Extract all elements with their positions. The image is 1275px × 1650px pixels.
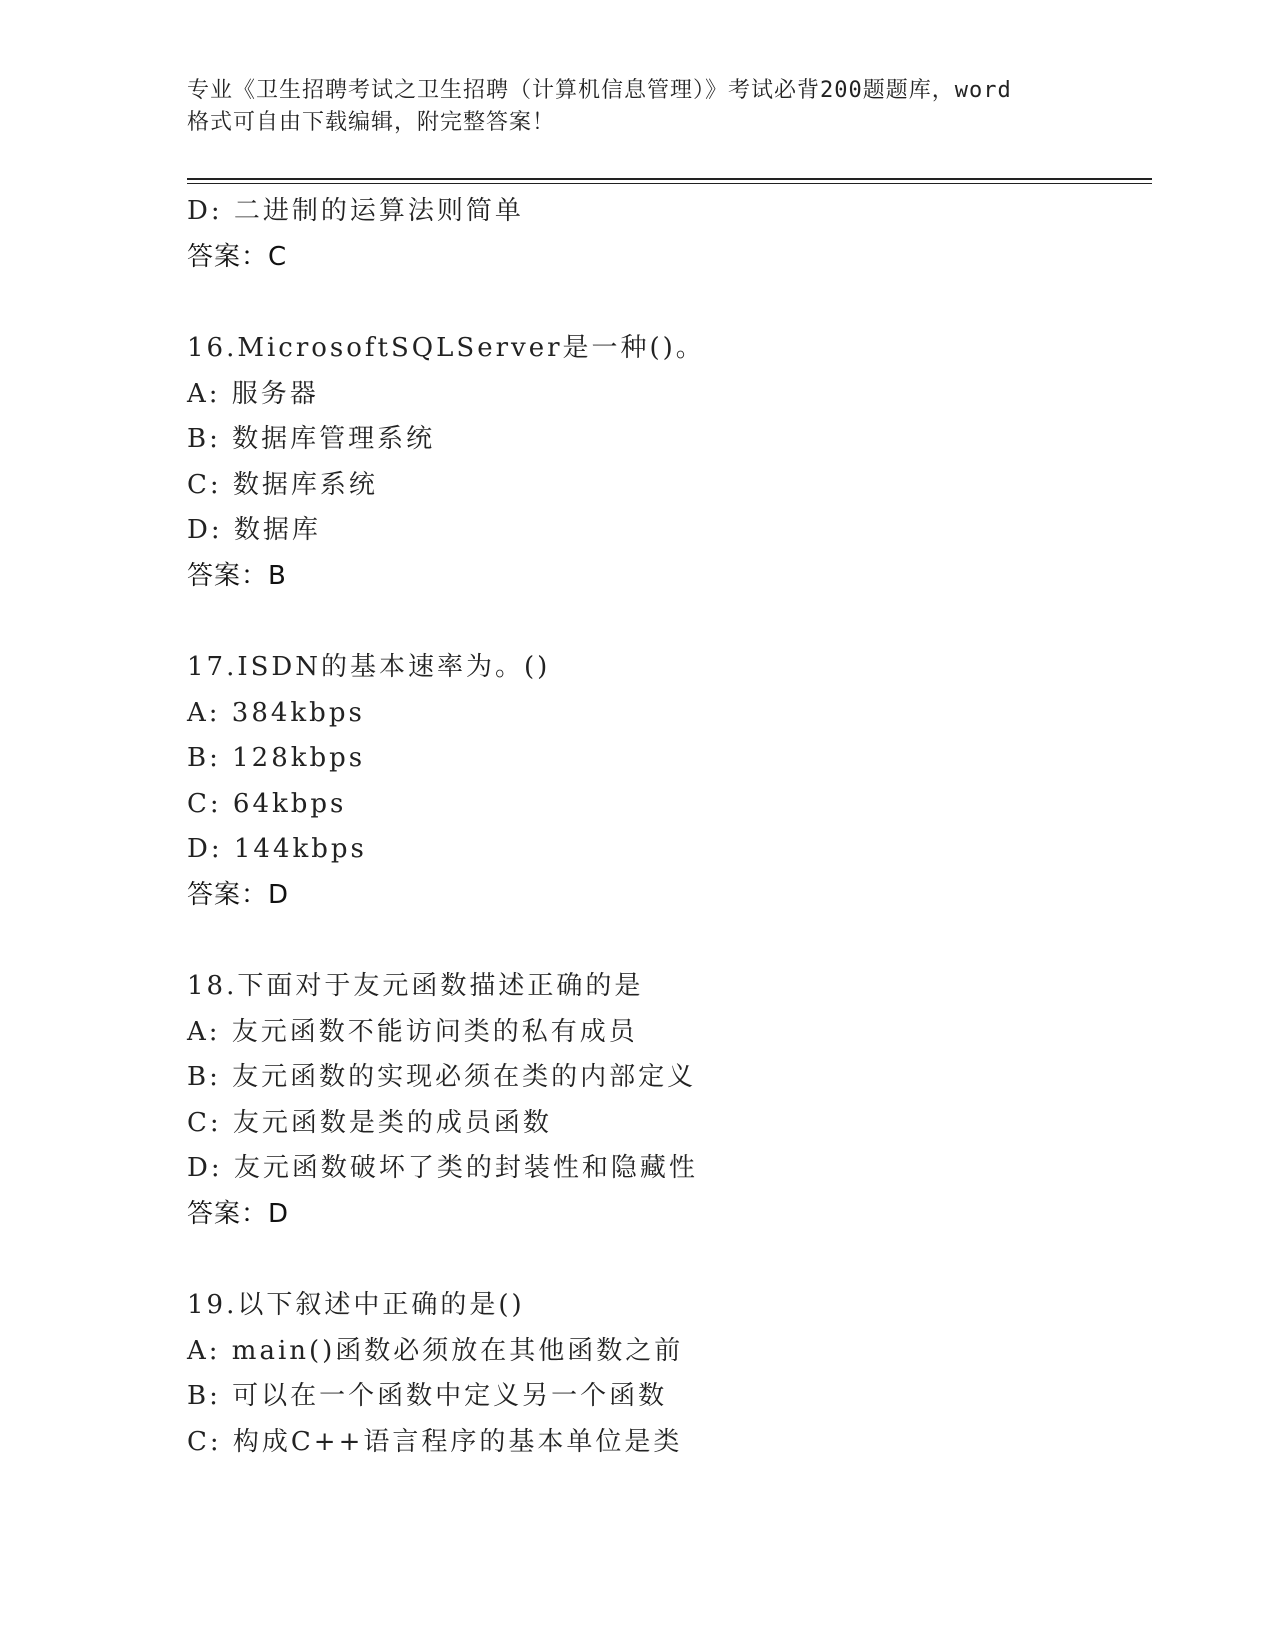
option-a: A: 384kbps xyxy=(187,697,365,728)
option-c: C: 64kbps xyxy=(187,788,347,819)
question-stem: 18.下面对于友元函数描述正确的是 xyxy=(187,971,644,1001)
answer-label: 答案：D xyxy=(187,1198,290,1229)
header-line-2: 格式可自由下载编辑，附完整答案！ xyxy=(187,110,556,135)
option-b: B: 可以在一个函数中定义另一个函数 xyxy=(187,1381,668,1411)
question-list xyxy=(187,189,1147,1465)
question-16 xyxy=(187,326,1147,599)
option-b: B: 友元函数的实现必须在类的内部定义 xyxy=(187,1062,697,1092)
prev-answer: 答案：C xyxy=(187,241,288,272)
option-a: A: main()函数必须放在其他函数之前 xyxy=(187,1335,684,1366)
header-rule-thin xyxy=(187,183,1152,184)
answer-label: 答案：D xyxy=(187,879,290,910)
question-19 xyxy=(187,1283,1147,1465)
spacer xyxy=(187,1237,1147,1283)
option-d: D: 144kbps xyxy=(187,834,367,864)
question-18 xyxy=(187,964,1147,1237)
header-rule-thick xyxy=(187,178,1152,180)
spacer xyxy=(187,918,1147,964)
document-header xyxy=(187,75,1107,139)
prev-option-d: D: 二进制的运算法则简单 xyxy=(187,196,524,226)
option-d: D: 数据库 xyxy=(187,515,321,545)
option-c: C: 构成C++语言程序的基本单位是类 xyxy=(187,1426,683,1457)
option-d: D: 友元函数破坏了类的封装性和隐藏性 xyxy=(187,1153,698,1183)
question-stem: 17.ISDN的基本速率为。() xyxy=(187,652,551,682)
question-17 xyxy=(187,645,1147,918)
header-line-1: 专业《卫生招聘考试之卫生招聘（计算机信息管理）》考试必背200题题库，word xyxy=(187,78,1012,103)
option-b: B: 数据库管理系统 xyxy=(187,424,436,454)
option-b: B: 128kbps xyxy=(187,743,366,773)
option-c: C: 友元函数是类的成员函数 xyxy=(187,1107,552,1138)
option-c: C: 数据库系统 xyxy=(187,469,378,500)
option-a: A: 服务器 xyxy=(187,378,319,409)
question-stem: 16.MicrosoftSQLServer是一种()。 xyxy=(187,333,705,363)
option-a: A: 友元函数不能访问类的私有成员 xyxy=(187,1016,638,1047)
question-stem: 19.以下叙述中正确的是() xyxy=(187,1290,525,1320)
spacer xyxy=(187,280,1147,326)
spacer xyxy=(187,599,1147,645)
answer-label: 答案：B xyxy=(187,560,287,591)
